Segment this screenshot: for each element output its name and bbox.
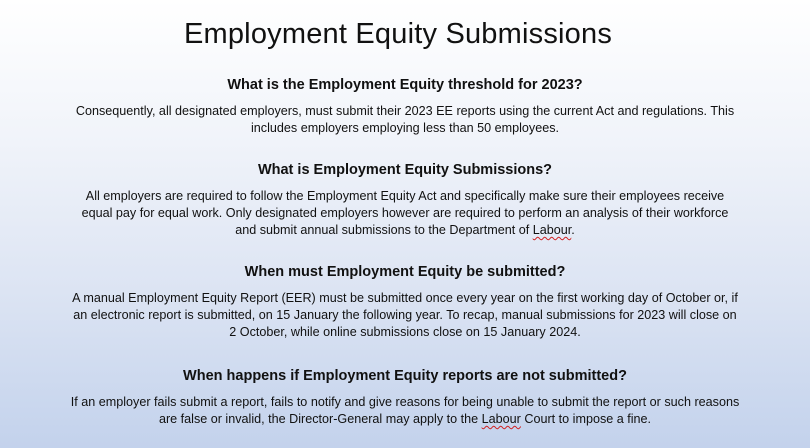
- body-text: If an employer fails submit a report, fails to notify and give reasons for being unable to submit the report or such reasons are false or invalid, the Director-General may apply to the: [70, 395, 740, 426]
- body-text-end: Court to impose a fine.: [520, 412, 652, 426]
- section-body: A manual Employment Equity Report (EER) must be submitted once every year on the first working day of October or, if an electronic report is submitted, on 15 January the following year. To recap, manual submissions for 2023 will close on 2 October, while online submissions close on 15 January 2024.: [72, 291, 738, 339]
- section-not-submitted: [70, 368, 740, 428]
- section-heading: What is the Employment Equity threshold for 2023?: [227, 77, 583, 93]
- body-text-end: .: [571, 223, 575, 237]
- section-when-submitted: [70, 264, 740, 341]
- section-heading: When happens if Employment Equity reports are not submitted?: [183, 368, 627, 384]
- spellcheck-flagged-word: Labour: [481, 412, 521, 426]
- section-threshold: [70, 77, 740, 137]
- section-body: [70, 188, 740, 239]
- section-heading: What is Employment Equity Submissions?: [257, 162, 553, 178]
- section-body: [70, 394, 740, 428]
- section-body: Consequently, all designated employers, must submit their 2023 EE reports using the current Act and regulations. This includes employers employing less than 50 employees.: [75, 104, 735, 135]
- section-what-is: [70, 162, 740, 239]
- body-text: All employers are required to follow the Employment Equity Act and specifically make sure their employees receive equal pay for equal work. Only designated employers however are required to perform an analysis of their workforce and submit annual submissions to the Department of: [81, 189, 729, 237]
- page-title: Employment Equity Submissions: [183, 18, 613, 50]
- section-heading: When must Employment Equity be submitted?: [244, 264, 566, 280]
- spellcheck-flagged-word: Labour: [532, 223, 572, 237]
